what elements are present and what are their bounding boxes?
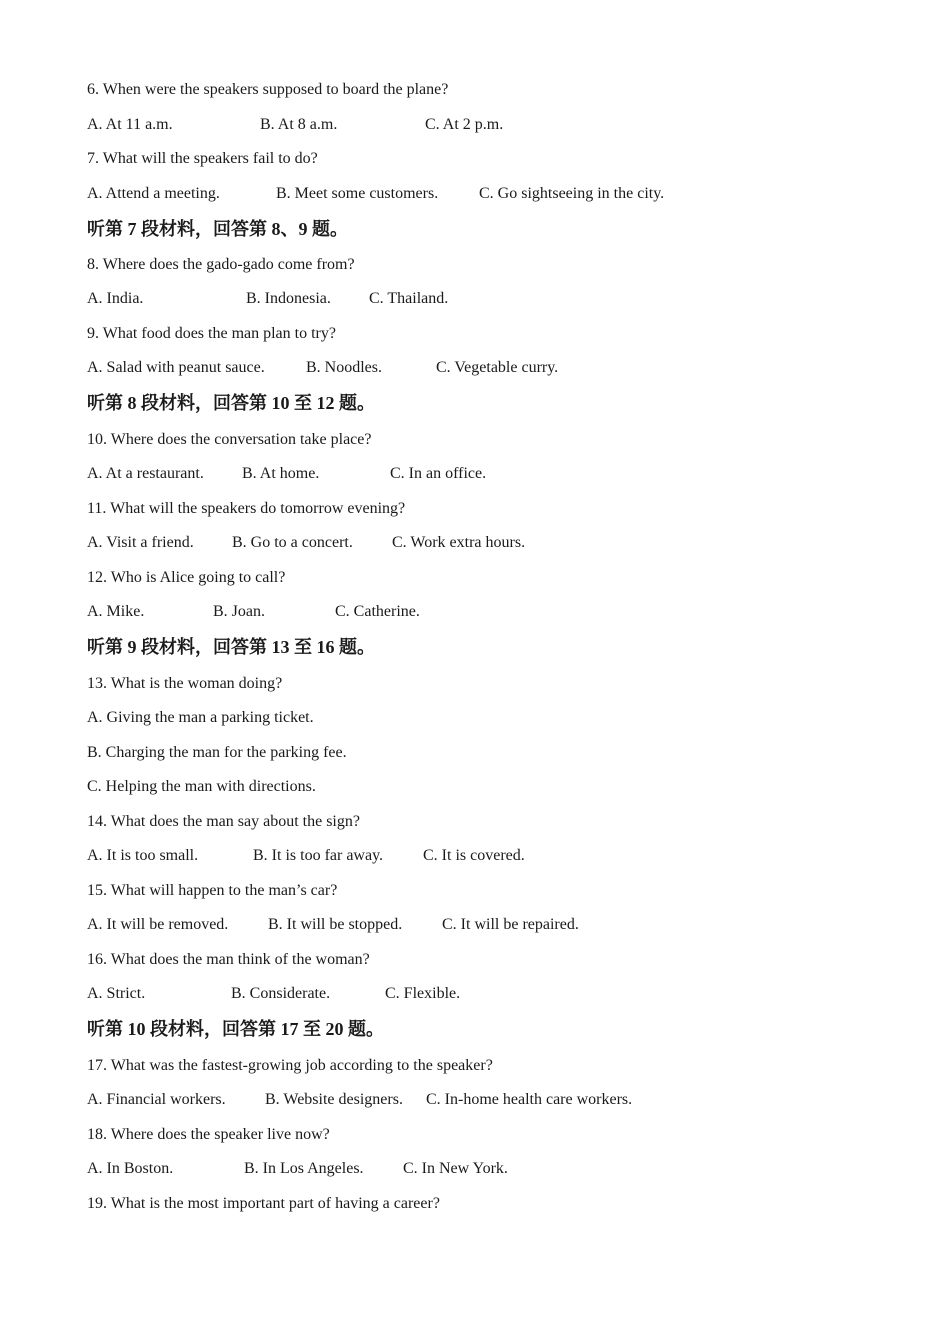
answer-options [87,358,867,378]
option-c: C. At 2 p.m. [425,116,504,133]
answer-options [87,184,867,204]
question-text: 6. When were the speakers supposed to board the plane? [87,81,449,98]
answer-options [87,289,867,309]
question-text: 18. Where does the speaker live now? [87,1126,330,1143]
option-b: B. At home. [242,465,320,482]
section-heading: 听第 8 段材料，回答第 10 至 12 题。 [87,393,375,413]
question-text: B. Charging the man for the parking fee. [87,744,347,761]
option-b: B. Go to a concert. [232,534,353,551]
option-c: C. Thailand. [369,290,449,307]
section-heading: 听第 9 段材料，回答第 13 至 16 题。 [87,637,375,657]
option-b: B. Noodles. [306,359,382,376]
option-c: C. Catherine. [335,603,420,620]
option-c: C. It will be repaired. [442,916,579,933]
answer-options [87,602,867,622]
answer-options [87,533,867,553]
answer-options [87,846,867,866]
question-text: 11. What will the speakers do tomorrow evening? [87,500,406,517]
option-a: A. In Boston. [87,1160,174,1177]
option-c: C. Go sightseeing in the city. [479,185,665,202]
option-a: A. Financial workers. [87,1091,226,1108]
question-text: 7. What will the speakers fail to do? [87,150,318,167]
option-c: C. In New York. [403,1160,508,1177]
question-text: 10. Where does the conversation take place? [87,431,372,448]
option-a: A. At 11 a.m. [87,116,173,133]
option-a: A. Mike. [87,603,145,620]
section-heading: 听第 10 段材料，回答第 17 至 20 题。 [87,1019,384,1039]
option-b: B. In Los Angeles. [244,1160,364,1177]
option-a: A. Strict. [87,985,146,1002]
option-c: C. In an office. [390,465,487,482]
option-c: C. Vegetable curry. [436,359,559,376]
option-b: B. Considerate. [231,985,331,1002]
answer-options [87,984,867,1004]
option-a: A. Salad with peanut sauce. [87,359,265,376]
question-text: C. Helping the man with directions. [87,778,316,795]
answer-options [87,1090,867,1110]
question-text: 13. What is the woman doing? [87,675,283,692]
question-text: 14. What does the man say about the sign? [87,813,360,830]
question-text: A. Giving the man a parking ticket. [87,709,314,726]
section-heading: 听第 7 段材料，回答第 8、9 题。 [87,219,348,239]
option-a: A. India. [87,290,144,307]
option-b: B. Joan. [213,603,265,620]
option-a: A. At a restaurant. [87,465,204,482]
question-text: 15. What will happen to the man’s car? [87,882,338,899]
option-a: A. It will be removed. [87,916,229,933]
option-b: B. At 8 a.m. [260,116,338,133]
question-text: 9. What food does the man plan to try? [87,325,336,342]
answer-options [87,464,867,484]
option-c: C. Flexible. [385,985,461,1002]
option-c: C. It is covered. [423,847,525,864]
option-a: A. Visit a friend. [87,534,194,551]
option-a: A. It is too small. [87,847,199,864]
question-text: 17. What was the fastest-growing job according to the speaker? [87,1057,493,1074]
answer-options [87,1159,867,1179]
answer-options [87,915,867,935]
question-text: 16. What does the man think of the woman? [87,951,370,968]
option-b: B. Meet some customers. [276,185,439,202]
option-a: A. Attend a meeting. [87,185,220,202]
option-b: B. It is too far away. [253,847,384,864]
question-text: 12. Who is Alice going to call? [87,569,286,586]
question-text: 19. What is the most important part of having a career? [87,1195,440,1212]
question-text: 8. Where does the gado-gado come from? [87,256,355,273]
option-b: B. Website designers. [265,1091,403,1108]
option-c: C. In-home health care workers. [426,1091,633,1108]
answer-options [87,115,867,135]
option-b: B. It will be stopped. [268,916,403,933]
option-c: C. Work extra hours. [392,534,526,551]
option-b: B. Indonesia. [246,290,331,307]
